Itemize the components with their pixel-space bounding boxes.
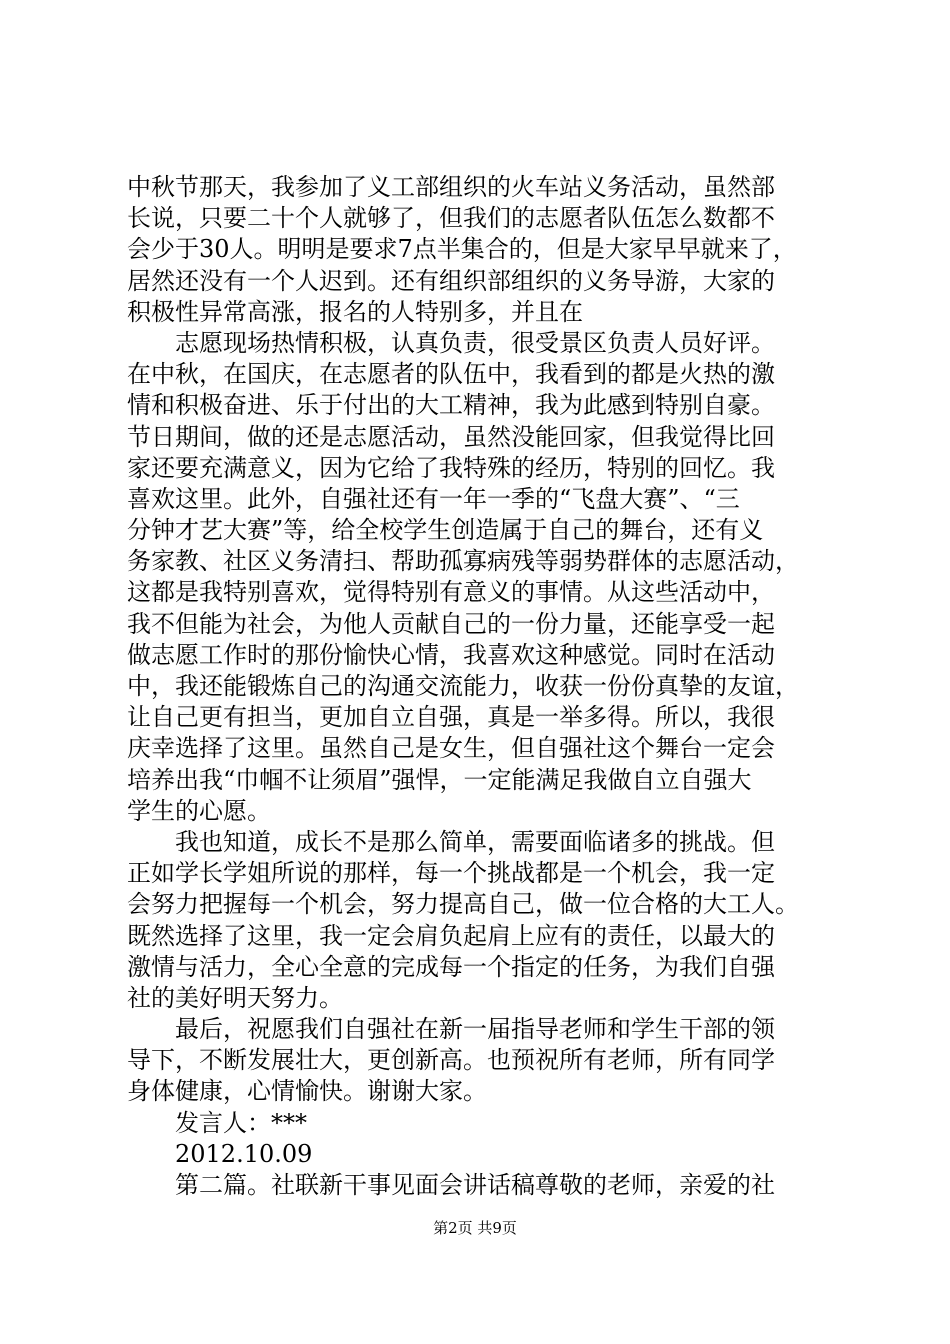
text-line: 我也知道，成长不是那么简单，需要面临诸多的挑战。但 xyxy=(127,827,775,856)
text-line: 分钟才艺大赛”等，给全校学生创造属于自己的舞台，还有义 xyxy=(127,516,764,545)
text-line: 最后，祝愿我们自强社在新一届指导老师和学生干部的领 xyxy=(127,1015,775,1044)
text-line: 中秋节那天，我参加了义工部组织的火车站义务活动，虽然部 xyxy=(127,173,775,201)
text-line: 长说，只要二十个人就够了，但我们的志愿者队伍怎么数都不 xyxy=(127,204,775,233)
text-line: 居然还没有一个人迟到。还有组织部组织的义务导游，大家的 xyxy=(127,266,775,295)
text-line: 积极性异常高涨，报名的人特别多，并且在 xyxy=(127,297,583,326)
text-line: 学生的心愿。 xyxy=(127,796,271,825)
text-line: 激情与活力，全心全意的完成每一个指定的任务，为我们自强 xyxy=(127,952,775,981)
text-line: 会少于30人。明明是要求7点半集合的，但是大家早早就来了， xyxy=(127,235,797,264)
text-line: 做志愿工作时的那份愉快心情，我喜欢这种感觉。同时在活动 xyxy=(127,640,775,669)
text-line: 正如学长学姐所说的那样，每一个挑战都是一个机会，我一定 xyxy=(127,859,775,888)
text-line: 第二篇。社联新干事见面会讲话稿尊敬的老师，亲爱的社 xyxy=(127,1171,775,1199)
text-line: 社的美好明天努力。 xyxy=(127,983,343,1012)
text-line: 在中秋，在国庆，在志愿者的队伍中，我看到的都是火热的激 xyxy=(127,360,775,389)
speaker-line: 发言人：*** xyxy=(127,1108,307,1137)
text-line: 节日期间，做的还是志愿活动，虽然没能回家，但我觉得比回 xyxy=(127,422,775,451)
text-line: 这都是我特别喜欢，觉得特别有意义的事情。从这些活动中， xyxy=(127,578,775,607)
text-line: 家还要充满意义，因为它给了我特殊的经历，特别的回忆。我 xyxy=(127,453,775,482)
text-line: 喜欢这里。此外，自强社还有一年一季的“飞盘大赛”、“三 xyxy=(127,484,740,513)
page-footer xyxy=(0,1218,950,1238)
text-line: 会努力把握每一个机会，努力提高自己，做一位合格的大工人。 xyxy=(127,890,799,919)
text-line: 我不但能为社会，为他人贡献自己的一份力量，还能享受一起 xyxy=(127,609,775,638)
text-line: 志愿现场热情积极，认真负责，很受景区负责人员好评。 xyxy=(127,328,775,357)
text-line: 身体健康，心情愉快。谢谢大家。 xyxy=(127,1077,487,1106)
text-line: 让自己更有担当，更加自立自强，真是一举多得。所以，我很 xyxy=(127,703,775,732)
text-line: 务家教、社区义务清扫、帮助孤寡病残等弱势群体的志愿活动， xyxy=(127,547,799,576)
text-line: 培养出我“巾帼不让须眉”强悍，一定能满足我做自立自强大 xyxy=(127,765,752,794)
text-line: 情和积极奋进、乐于付出的大工精神，我为此感到特别自豪。 xyxy=(127,391,775,420)
text-line: 既然选择了这里，我一定会肩负起肩上应有的责任，以最大的 xyxy=(127,921,775,950)
document-body xyxy=(127,172,833,1201)
page-number: 第2页 共9页 xyxy=(433,1219,517,1237)
text-line: 中，我还能锻炼自己的沟通交流能力，收获一份份真挚的友谊， xyxy=(127,672,799,700)
date-line: 2012.10.09 xyxy=(127,1139,313,1168)
text-line: 导下，不断发展壮大，更创新高。也预祝所有老师，所有同学 xyxy=(127,1046,775,1075)
text-line: 庆幸选择了这里。虽然自己是女生，但自强社这个舞台一定会 xyxy=(127,734,775,763)
